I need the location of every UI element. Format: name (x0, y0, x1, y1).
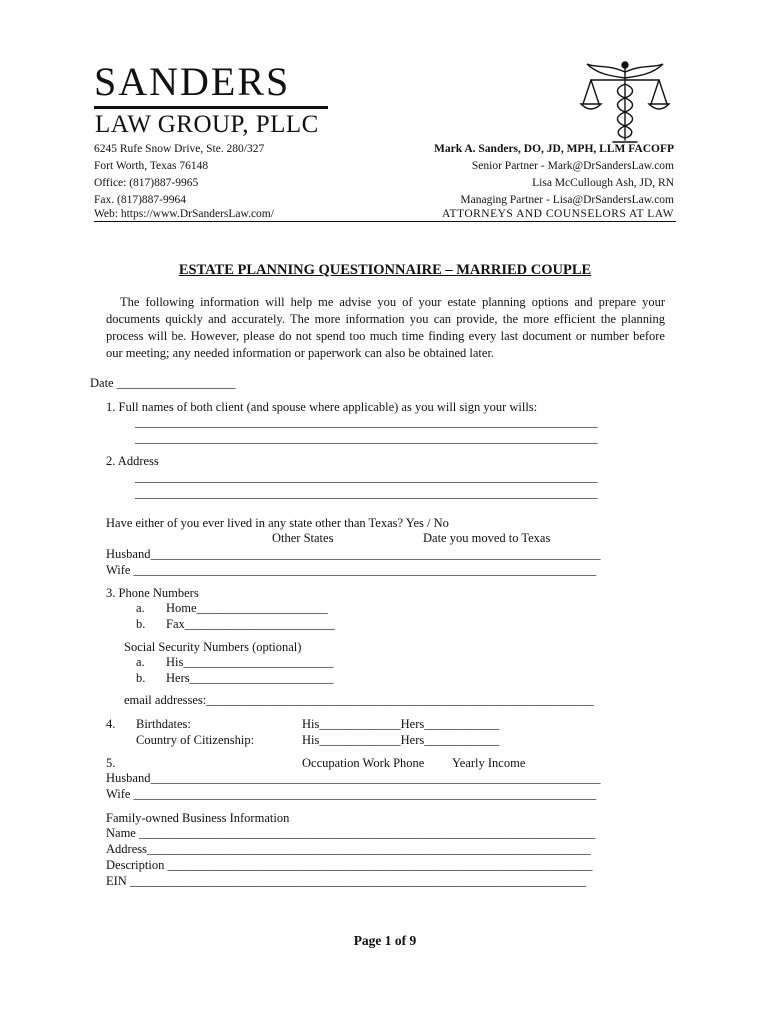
header-divider (94, 221, 676, 222)
intro-paragraph: The following information will help me advise you of your estate planning options and prepare your documents quickly and accurately. The more information you can provide, the more efficient the planning process will be. However, please do not spend too much time finding every last document or number before our meeting; any needed information or paperwork can also be obtained later. (106, 295, 665, 360)
phone-a-letter: a. (136, 601, 145, 615)
ssn-label: Social Security Numbers (optional) (124, 640, 302, 654)
birthdates-label: Birthdates: (136, 717, 191, 731)
address-line-1[interactable]: __________________________________________________________________________ (135, 470, 598, 484)
home-phone-field[interactable]: Home_____________________ (166, 601, 328, 615)
question-1-label: 1. Full names of both client (and spouse where applicable) as you will sign your wills: (106, 400, 538, 414)
occupation-wife-field[interactable]: Wife __________________________________________________________________________ (106, 787, 597, 801)
occupation-husband-field[interactable]: Husband________________________________________________________________________ (106, 771, 601, 785)
business-name-field[interactable]: Name _________________________________________________________________________ (106, 826, 596, 840)
document-title: ESTATE PLANNING QUESTIONNAIRE – MARRIED COUPLE (178, 262, 592, 278)
ssn-b-letter: b. (136, 671, 146, 685)
date-moved-column-header: Date you moved to Texas (423, 531, 551, 545)
citizenship-field[interactable]: His_____________Hers____________ (302, 733, 500, 747)
firm-name: SANDERS (94, 59, 291, 104)
address-line-street: 6245 Rufe Snow Drive, Ste. 280/327 (94, 143, 265, 155)
email-field[interactable]: email addresses:______________________________________________________________ (124, 693, 594, 707)
other-states-question: Have either of you ever lived in any state other than Texas? Yes / No (106, 516, 449, 530)
address-line-web: Web: https://www.DrSandersLaw.com/ (94, 208, 274, 220)
question-2-label: 2. Address (106, 454, 159, 468)
ssn-his-field[interactable]: His________________________ (166, 655, 334, 669)
date-field[interactable]: Date ___________________ (90, 376, 236, 390)
fax-field[interactable]: Fax________________________ (166, 617, 335, 631)
page-number: Page 1 of 9 (353, 933, 417, 948)
citizenship-label: Country of Citizenship: (136, 733, 255, 747)
address-line-fax: Fax. (817)887-9964 (94, 194, 186, 206)
occupation-column-header: Occupation Work Phone (302, 756, 425, 770)
staff-line-managing-email: Managing Partner - Lisa@DrSandersLaw.com (460, 194, 674, 206)
address-line-city: Fort Worth, Texas 76148 (94, 160, 209, 172)
business-description-field[interactable]: Description ____________________________________________________________________ (106, 858, 593, 872)
states-wife-field[interactable]: Wife __________________________________________________________________________ (106, 563, 597, 577)
question-5-number: 5. (106, 756, 116, 770)
phone-b-letter: b. (136, 617, 146, 631)
question-3-label: 3. Phone Numbers (106, 586, 199, 600)
full-names-line-1[interactable]: __________________________________________________________________________ (135, 415, 598, 429)
question-4-number: 4. (106, 717, 116, 731)
states-husband-field[interactable]: Husband________________________________________________________________________ (106, 547, 601, 561)
scales-caduceus-icon (577, 60, 673, 146)
business-ein-field[interactable]: EIN _________________________________________________________________________ (106, 874, 587, 888)
ssn-a-letter: a. (136, 655, 145, 669)
business-section-label: Family-owned Business Information (106, 811, 290, 825)
firm-name-rule (94, 106, 328, 109)
staff-line-partner-name: Mark A. Sanders, DO, JD, MPH, LLM FACOFP (434, 143, 674, 155)
income-column-header: Yearly Income (452, 756, 526, 770)
business-address-field[interactable]: Address_______________________________________________________________________ (106, 842, 591, 856)
staff-line-tagline: ATTORNEYS AND COUNSELORS AT LAW (441, 208, 674, 220)
other-states-column-header: Other States (272, 531, 334, 545)
address-line-2[interactable]: __________________________________________________________________________ (135, 486, 598, 500)
firm-subtitle: LAW GROUP, PLLC (95, 111, 319, 138)
address-line-office: Office: (817)887-9965 (94, 177, 199, 189)
full-names-line-2[interactable]: __________________________________________________________________________ (135, 431, 598, 445)
staff-line-partner-email: Senior Partner - Mark@DrSandersLaw.com (471, 160, 674, 172)
birthdates-field[interactable]: His_____________Hers____________ (302, 717, 500, 731)
ssn-hers-field[interactable]: Hers_______________________ (166, 671, 334, 685)
staff-line-managing-name: Lisa McCullough Ash, JD, RN (532, 177, 674, 189)
